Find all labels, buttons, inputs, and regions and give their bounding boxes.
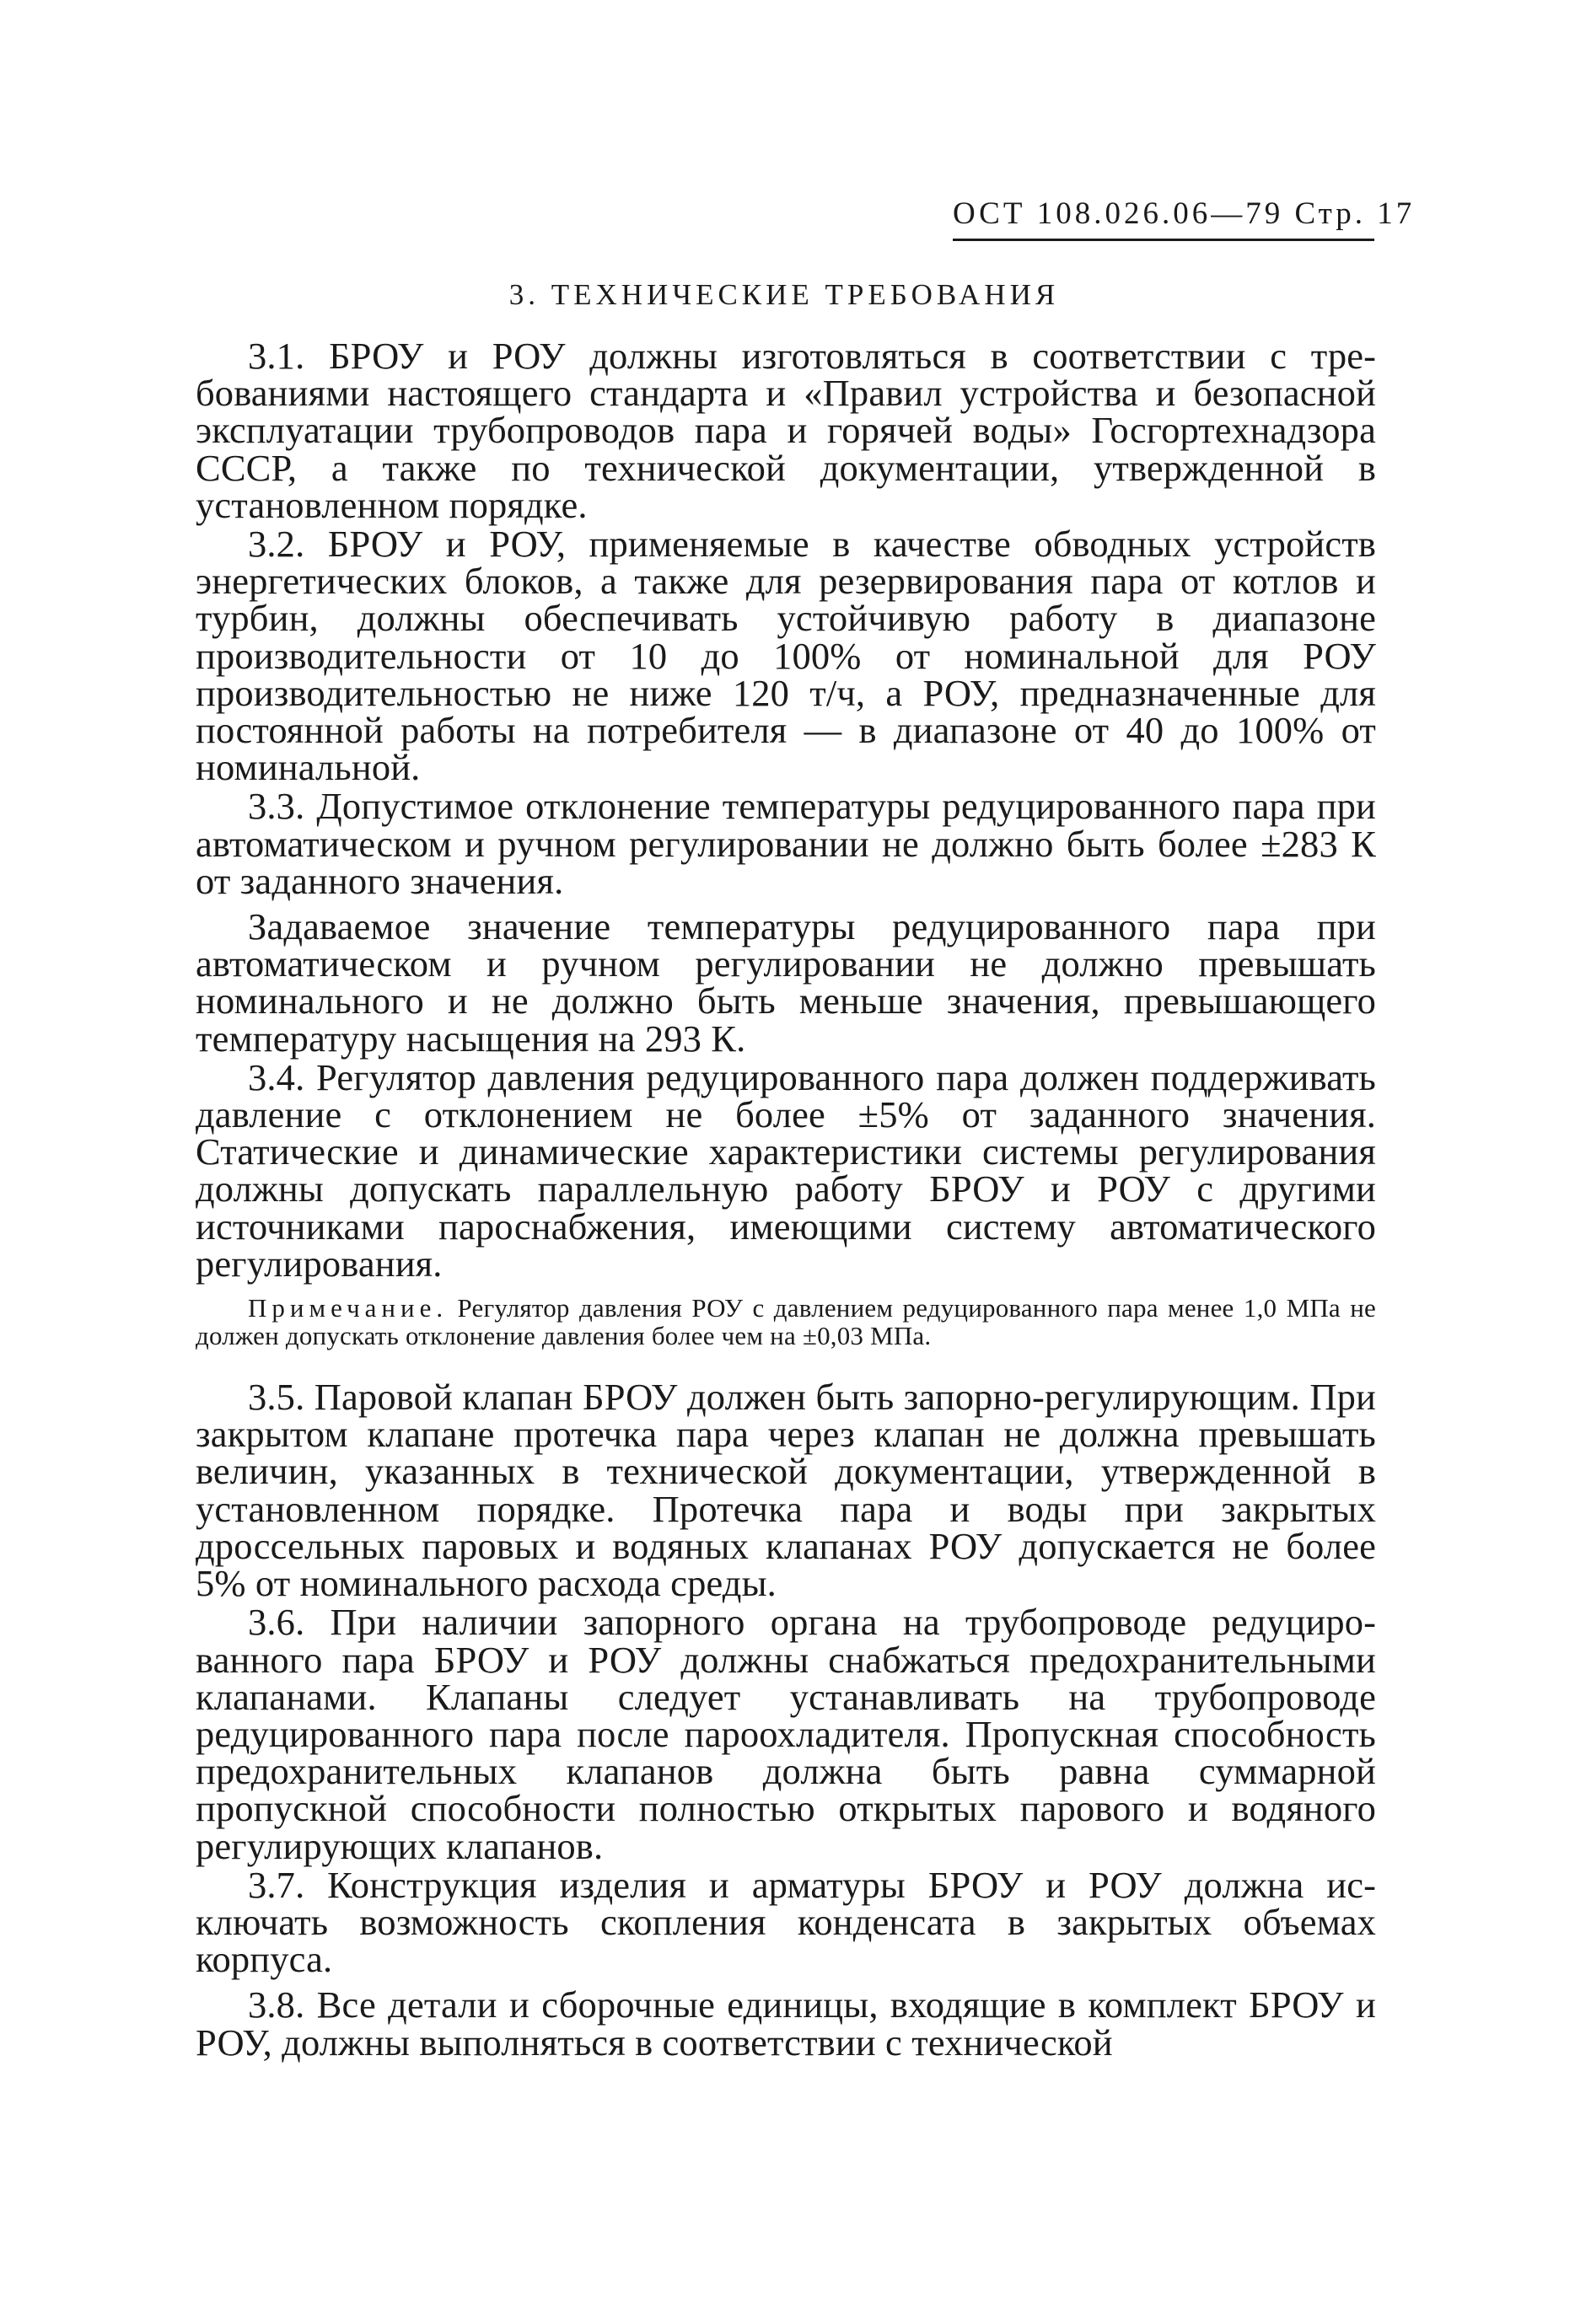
paragraph-3-2: 3.2. БРОУ и РОУ, применяемые в качестве обводных устройств энергетических блоков, а также для резервирования пара от котлов и турбин, должны обеспечивать устойчивую работу в диапазоне производительности от 10 до 100% от номинальной для РОУ производительностью не ниже 120 т/ч, а РОУ, предназначенные для постоянной работы на потребителя — в диапазоне от 40 до 100% от номинальной. (196, 523, 1376, 789)
paragraph-3-3: 3.3. Допустимое отклонение температуры редуцированного пара при автоматическом и ручном регулировании не должно быть более ±283 К от заданного значения. (196, 785, 1376, 902)
paragraph-3-6: 3.6. При наличии запорного органа на трубопроводе редуцированного пара БРОУ и РОУ должны снабжаться предохранительными клапанами. Клапаны следует устанавливать на трубопроводе редуцированного пара после пароохладителя. Пропускная способность предохранительных клапанов должна быть равна суммарной пропускной способности полностью открытых парового и водяного регулирующих клапанов. (196, 1601, 1376, 1867)
paragraph-3-4: 3.4. Регулятор давления редуцированного пара должен поддерживать давление с отклонением не более ±5% от заданного значения. Статические и динамические характеристики системы регулирования должны допускать параллельную работу БРОУ и РОУ с другими источниками пароснабжения, имеющими систему автоматического регулирования. (196, 1055, 1376, 1285)
note-label: Примечание. (248, 1293, 449, 1323)
paragraph-3-1: 3.1. БРОУ и РОУ должны изготовляться в соответствии с требованиями настоящего стандарта и «Правил устройства и безопасной эксплуатации трубопроводов пара и горячей воды» Госгортехнадзора СССР, а также по технической документации, утвержденной в установленном порядке. (196, 335, 1376, 526)
paragraph-3-3-continuation: Задаваемое значение температуры редуцированного пара при автоматическом и ручном регулировании не должно превышать номинального и не должно быть меньше значения, превышающего температуру насыщения на 293 К. (196, 905, 1376, 1060)
paragraph-3-7: 3.7. Конструкция изделия и арматуры БРОУ и РОУ должна исключать возможность скопления конденсата в закрытых объемах корпуса. (196, 1863, 1376, 1981)
paragraph-3-8: 3.8. Все детали и сборочные единицы, входящие в комплект БРОУ и РОУ, должны выполняться в соответствии с технической (196, 1983, 1376, 2064)
note-text: Регулятор давления РОУ с давлением редуцированного пара менее 1,0 МПа не должен допускать отклонение давления более чем на ±0,03 МПа. (196, 1293, 1376, 1351)
note (196, 1294, 1376, 1350)
running-header: ОСТ 108.026.06—79 Стр. 17 (953, 196, 1374, 241)
document-body (196, 337, 1376, 2063)
section-title: 3. ТЕХНИЧЕСКИЕ ТРЕБОВАНИЯ (508, 278, 1060, 311)
paragraph-3-5: 3.5. Паровой клапан БРОУ должен быть запорно-регулирующим. При закрытом клапане протечка пара через клапан не должна превышать величин, указанных в технической документации, утвержденной в установленном порядке. Протечка пара и воды при закрытых дроссельных паровых и водяных клапанах РОУ допускается не более 5% от номинального расхода среды. (196, 1376, 1376, 1605)
